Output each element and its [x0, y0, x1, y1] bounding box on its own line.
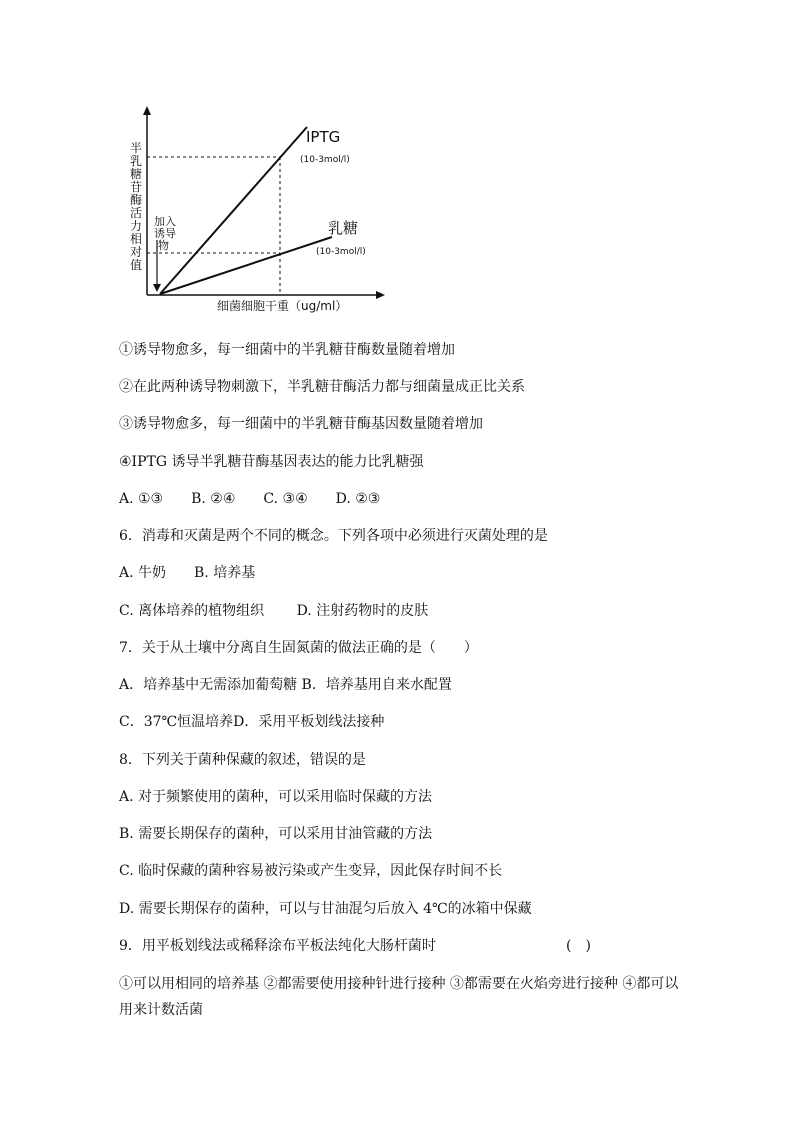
q8-option-b: B. 需要长期保存的菌种，可以采用甘油管藏的方法 — [119, 826, 433, 842]
y-axis-label — [130, 140, 146, 272]
q6-options-ab: A. 牛奶 B. 培养基 — [119, 565, 256, 581]
q7-stem: 7．关于从土壤中分离自生固氮菌的做法正确的是（ ） — [119, 640, 478, 656]
x-axis-arrow — [376, 291, 385, 299]
q6-options-cd: C. 离体培养的植物组织 D. 注射药物时的皮肤 — [119, 603, 429, 619]
y-label-char: 糖 — [130, 167, 143, 181]
q9-answer-paren: ( ) — [566, 938, 591, 954]
q8-option-c: C. 临时保藏的菌种容易被污染或产生变异，因此保存时间不长 — [119, 863, 503, 879]
x-axis-label: 细菌细胞干重（ug/ml） — [217, 299, 348, 313]
y-label-char: 值 — [130, 258, 143, 272]
q7-options-ab: A．培养基中无需添加葡萄糖 B．培养基用自来水配置 — [119, 677, 452, 693]
statement-1: ①诱导物愈多，每一细菌中的半乳糖苷酶数量随着增加 — [119, 342, 455, 358]
series-label-iptg: IPTG — [306, 128, 341, 146]
y-label-char: 乳 — [130, 154, 143, 168]
statement-4: ④IPTG 诱导半乳糖苷酶基因表达的能力比乳糖强 — [119, 454, 424, 470]
annotation-part: 加入 — [154, 215, 176, 228]
q8-option-d: D. 需要长期保存的菌种，可以与甘油混匀后放入 4℃的冰箱中保藏 — [119, 901, 532, 917]
induction-arrow-head — [153, 284, 161, 292]
y-axis-arrow — [143, 106, 151, 115]
y-label-char: 苷 — [130, 180, 143, 194]
statement-2: ②在此两种诱导物刺激下，半乳糖苷酶活力都与细菌量成正比关系 — [119, 379, 525, 395]
annotation-part: 诱导 — [154, 227, 176, 240]
q9-stem: 9．用平板划线法或稀释涂布平板法纯化大肠杆菌时 — [119, 938, 436, 954]
series-label-lactose: 乳糖 — [328, 219, 359, 237]
y-label-char: 对 — [130, 245, 143, 259]
y-label-char: 力 — [130, 219, 143, 233]
y-label-char: 半 — [130, 141, 143, 155]
q8-stem: 8．下列关于菌种保藏的叙述，错误的是 — [119, 752, 366, 768]
y-label-char: 酶 — [130, 193, 143, 207]
series-unit-lactose: (10-3mol/l) — [316, 247, 366, 257]
series-unit-iptg: (10-3mol/l) — [300, 155, 350, 165]
q8-option-a: A. 对于频繁使用的菌种，可以采用临时保藏的方法 — [119, 789, 433, 805]
q7-options-cd: C．37℃恒温培养D．采用平板划线法接种 — [119, 714, 385, 730]
q9-options: ①可以用相同的培养基 ②都需要使用接种针进行接种 ③都需要在火焰旁进行接种 ④都可以用来计数活菌 — [119, 976, 679, 1018]
y-label-char: 相 — [130, 232, 143, 246]
q5-options: A. ①③ B. ②④ C. ③④ D. ②③ — [119, 491, 381, 507]
enzyme-activity-figure — [100, 100, 390, 320]
annotation-part: 物 — [158, 239, 169, 252]
statement-3: ③诱导物愈多，每一细菌中的半乳糖苷酶基因数量随着增加 — [119, 416, 483, 432]
q6-stem: 6．消毒和灭菌是两个不同的概念。下列各项中必须进行灭菌处理的是 — [119, 528, 548, 544]
annotation-label — [154, 214, 180, 252]
y-label-char: 活 — [130, 206, 143, 220]
